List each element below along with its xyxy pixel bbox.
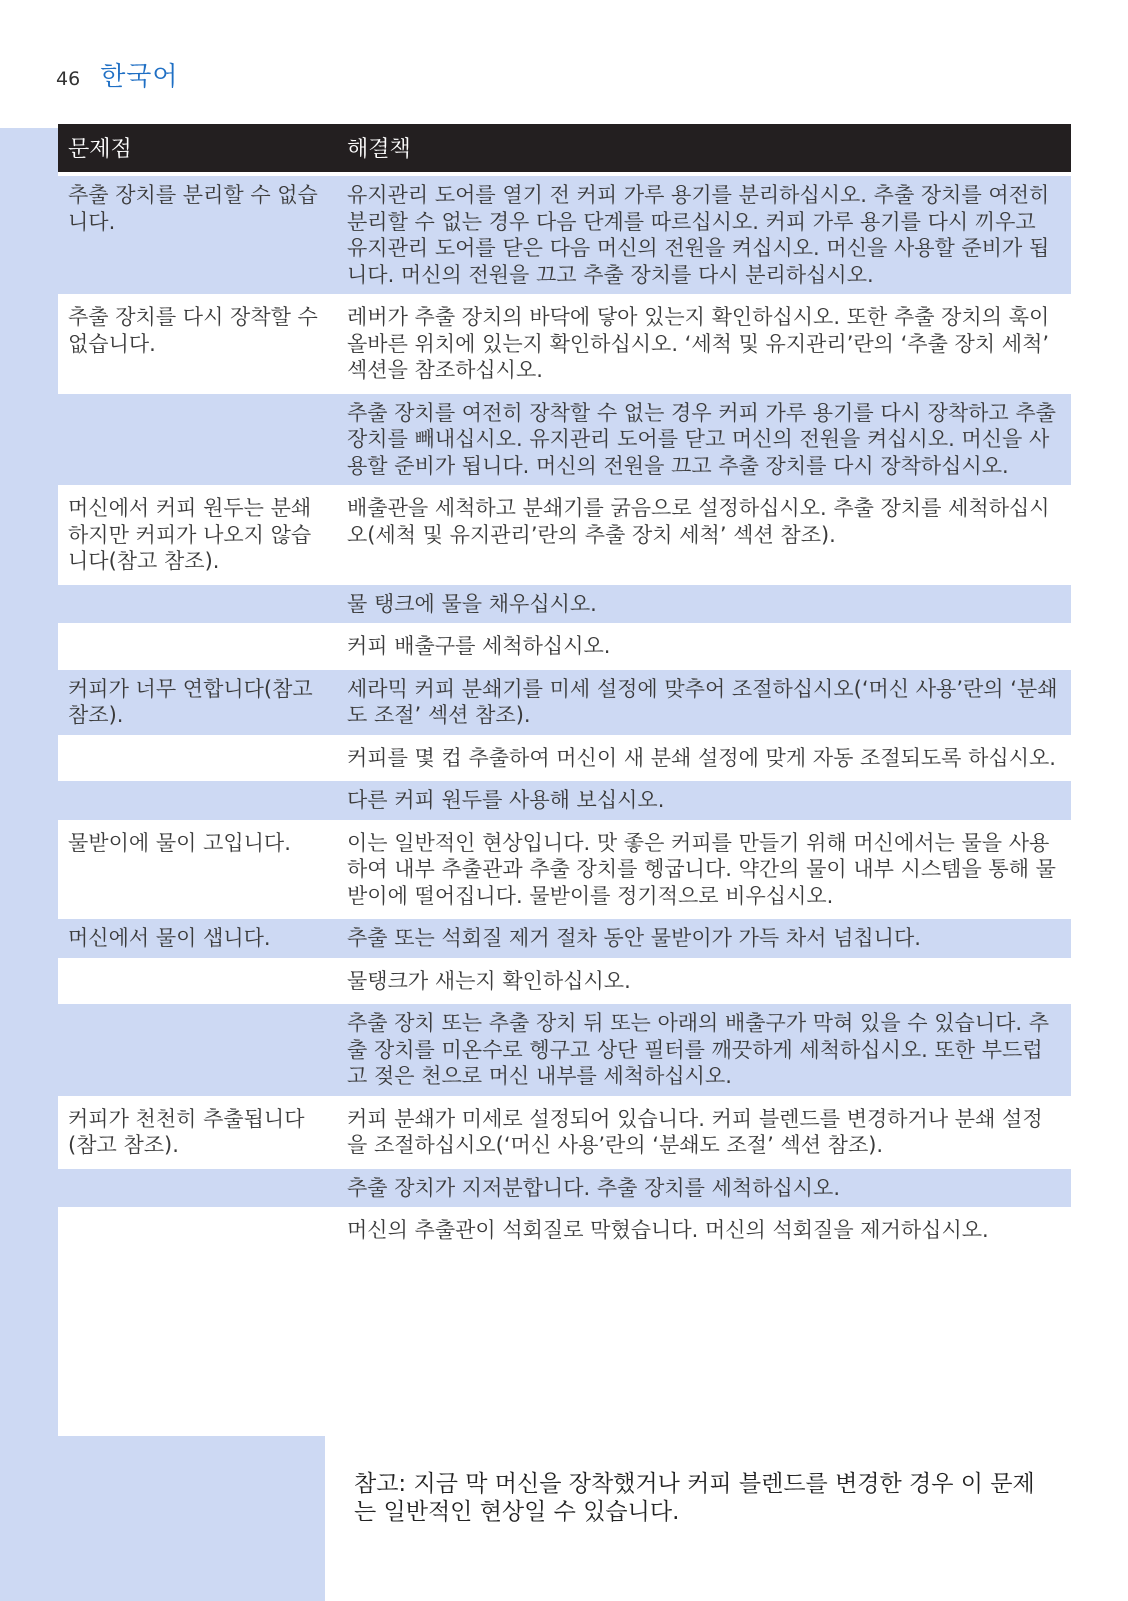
solution-cell: 추출 또는 석회질 제거 절차 동안 물받이가 가득 차서 넘칩니다. (347, 926, 921, 950)
problem-cell (58, 1211, 335, 1250)
page-header (56, 56, 179, 93)
problem-cell: 커피가 천천히 추출됩니다(참고 참조). (68, 1106, 305, 1157)
problem-cell: 머신에서 물이 샙니다. (68, 926, 271, 950)
left-column-band (58, 1436, 325, 1601)
solution-cell: 배출관을 세척하고 분쇄기를 굵음으로 설정하십시오. 추출 장치를 세척하십시오(세척 및 유지관리’란의 추출 장치 세척’ 섹션 참조). (347, 496, 1050, 547)
table-header (58, 124, 1071, 172)
table-row (58, 962, 1071, 1001)
problem-cell: 커피가 너무 연합니다(참고 참조). (68, 676, 313, 727)
problem-cell (58, 585, 335, 624)
table-row (58, 489, 1071, 581)
solution-cell: 커피 배출구를 세척하십시오. (347, 634, 611, 658)
solution-cell: 이는 일반적인 현상입니다. 맛 좋은 커피를 만들기 위해 머신에서는 물을 사용하여 내부 추출관과 추출 장치를 헹굽니다. 약간의 물이 내부 시스템을 통해 물받이에 떨어집니다. 물받이를 정기적으로 비우십시오. (347, 830, 1056, 908)
table-row (58, 781, 1071, 820)
solution-cell: 추출 장치를 여전히 장착할 수 없는 경우 커피 가루 용기를 다시 장착하고 추출 장치를 빼내십시오. 유지관리 도어를 닫고 머신의 전원을 켜십시오. 머신을 사용할 준비가 됩니다. 머신의 전원을 끄고 추출 장치를 다시 장착하십시오. (347, 400, 1056, 478)
table-row (58, 919, 1071, 958)
table-row (58, 585, 1071, 624)
table-row (58, 1004, 1071, 1096)
problem-cell (58, 962, 335, 1001)
column-header-problem: 문제점 (68, 137, 132, 162)
solution-cell: 추출 장치 또는 추출 장치 뒤 또는 아래의 배출구가 막혀 있을 수 있습니다. 추출 장치를 미온수로 헹구고 상단 필터를 깨끗하게 세척하십시오. 또한 부드럽고 젖은 천으로 머신 내부를 세척하십시오. (347, 1011, 1050, 1088)
table-row (58, 670, 1071, 735)
language-title: 한국어 (100, 62, 179, 92)
solution-cell: 머신의 추출관이 석회질로 막혔습니다. 머신의 석회질을 제거하십시오. (347, 1218, 989, 1242)
table-row (58, 1169, 1071, 1208)
table-row (58, 1100, 1071, 1165)
solution-cell: 유지관리 도어를 열기 전 커피 가루 용기를 분리하십시오. 추출 장치를 여전히 분리할 수 없는 경우 다음 단계를 따르십시오. 커피 가루 용기를 다시 끼우고 유지관리 도어를 닫은 다음 머신의 전원을 켜십시오. 머신을 사용할 준비가 됩니다. 머신의 전원을 끄고 추출 장치를 다시 분리하십시오. (347, 183, 1050, 287)
problem-cell: 추출 장치를 다시 장착할 수 없습니다. (68, 305, 318, 356)
solution-cell: 세라믹 커피 분쇄기를 미세 설정에 맞추어 조절하십시오(‘머신 사용’란의 ‘분쇄도 조절’ 섹션 참조). (347, 676, 1058, 727)
note-text: 참고: 지금 막 머신을 장착했거나 커피 블렌드를 변경한 경우 이 문제는 일반적인 현상일 수 있습니다. (354, 1471, 1035, 1525)
solution-cell: 커피를 몇 컵 추출하여 머신이 새 분쇄 설정에 맞게 자동 조절되도록 하십시오. (347, 745, 1056, 770)
table-row (58, 824, 1071, 916)
problem-cell: 물받이에 물이 고입니다. (68, 830, 291, 855)
problem-cell: 추출 장치를 분리할 수 없습니다. (68, 183, 318, 234)
solution-cell: 물 탱크에 물을 채우십시오. (347, 591, 597, 616)
problem-cell (58, 1169, 335, 1208)
problem-cell (58, 627, 335, 666)
table-row (58, 176, 1071, 294)
troubleshooting-table (58, 124, 1071, 1250)
table-row (58, 298, 1071, 390)
left-margin-band (0, 128, 58, 1601)
problem-cell (58, 1004, 335, 1096)
table-row (58, 627, 1071, 666)
table-row (58, 1211, 1071, 1250)
solution-cell: 추출 장치가 지저분합니다. 추출 장치를 세척하십시오. (347, 1175, 841, 1200)
solution-cell: 물탱크가 새는지 확인하십시오. (347, 968, 631, 993)
table-row (58, 394, 1071, 486)
problem-cell (58, 394, 335, 486)
solution-cell: 레버가 추출 장치의 바닥에 닿아 있는지 확인하십시오. 또한 추출 장치의 훅이 올바른 위치에 있는지 확인하십시오. ‘세척 및 유지관리’란의 ‘추출 장치 세척’ 섹션을 참조하십시오. (347, 305, 1050, 382)
solution-cell: 다른 커피 원두를 사용해 보십시오. (347, 788, 665, 812)
problem-cell (58, 781, 335, 820)
problem-cell: 머신에서 커피 원두는 분쇄하지만 커피가 나오지 않습니다(참고 참조). (68, 496, 312, 573)
column-header-solution: 해결책 (347, 137, 411, 162)
table-row (58, 739, 1071, 778)
page-number: 46 (56, 68, 81, 90)
problem-cell (58, 739, 335, 778)
solution-cell: 커피 분쇄가 미세로 설정되어 있습니다. 커피 블렌드를 변경하거나 분쇄 설정을 조절하십시오(‘머신 사용’란의 ‘분쇄도 조절’ 섹션 참조). (347, 1106, 1043, 1157)
